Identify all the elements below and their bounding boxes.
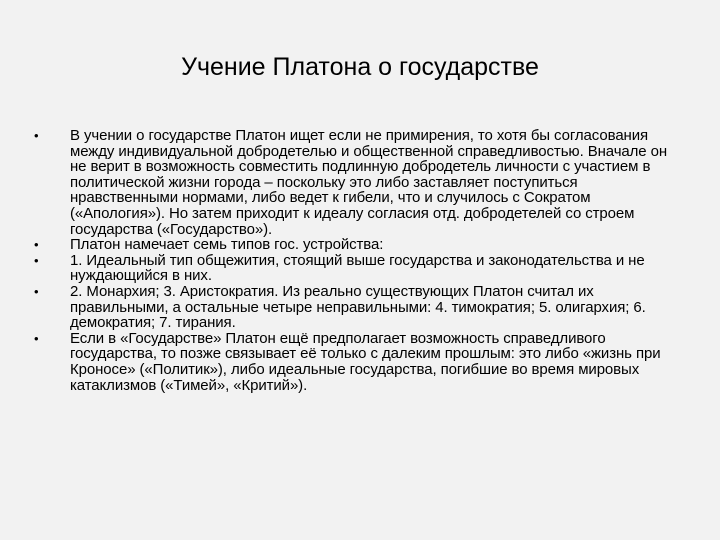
bullet-item-3 [34,253,684,284]
bullet-text: Если в «Государстве» Платон ещё предполагает возможность справедливого государства, то позже связывает её только с далеким прошлым: это либо «жизнь при Кроносе» («Политик»), либо идеальные государства, погибшие во время мировых катаклизмов («Тимей», «Критий»). [70,329,661,394]
bullet-icon: • [34,283,39,299]
bullet-item-2 [34,237,684,253]
bullet-text: В учении о государстве Платон ищет если не примирения, то хотя бы согласования между индивидуальной добродетелью и общественной справедливостью. Вначале он не верит в возможность совместить подлинную добродетель личности с участием в политической жизни города – поскольку это либо заставляет поступиться нравственными нормами, либо ведет к гибели, что и случилось с Сократом («Апология»). Но затем приходит к идеалу согласия отд. добродетелей со строем государства («Государство»). [70,127,668,238]
bullet-text: 1. Идеальный тип общежития, стоящий выше государства и законодательства и не нуждающийся в них. [70,251,645,285]
slide-title: Учение Платона о государстве [181,53,539,81]
bullet-icon: • [34,237,39,253]
bullet-icon: • [34,128,39,143]
bullet-item-5 [34,331,684,393]
bullet-list [34,128,684,393]
bullet-icon: • [34,252,39,268]
bullet-item-4 [34,284,684,331]
bullet-icon: • [34,330,39,346]
bullet-text: Платон намечает семь типов гос. устройства: [70,236,384,254]
bullet-item-1 [34,128,684,237]
bullet-text: 2. Монархия; 3. Аристократия. Из реально существующих Платон считал их правильными, а остальные четыре неправильными: 4. тимократия; 5. олигархия; 6. демократия; 7. тирания. [70,282,646,332]
